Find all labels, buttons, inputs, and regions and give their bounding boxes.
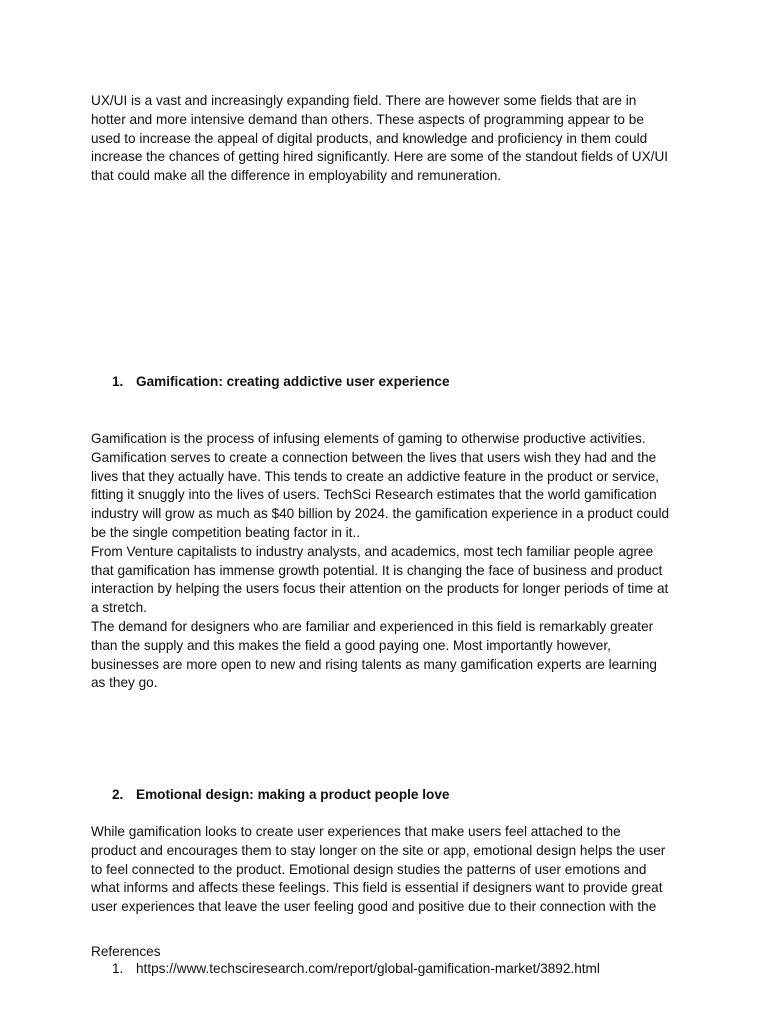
- section-2-body: [91, 823, 691, 917]
- section-2-number: 2.: [112, 787, 124, 802]
- section-2-line: While gamification looks to create user experiences that make users feel attached to the: [91, 824, 621, 839]
- section-2-title: Emotional design: making a product people love: [136, 787, 450, 802]
- intro-line: increase the chances of getting hired significantly. Here are some of the standout fields of UX/UI: [91, 149, 669, 165]
- intro-line: used to increase the appeal of digital products, and knowledge and proficiency in them could: [91, 130, 648, 146]
- section-1-line: businesses are more open to new and rising talents as many gamification experts are learning: [91, 656, 657, 672]
- section-1-line: as they go.: [91, 675, 158, 691]
- section-1-line: that gamification has immense growth potential. It is changing the face of business and product: [91, 562, 663, 578]
- reference-item: [112, 960, 600, 978]
- intro-line: that could make all the difference in employability and remuneration.: [91, 168, 502, 184]
- references-heading: References: [91, 944, 161, 959]
- section-1-line: lives that they actually have. This tends to create an addictive feature in the product or service,: [91, 468, 659, 484]
- section-1-line: The demand for designers who are familiar and experienced in this field is remarkably greater: [91, 618, 654, 634]
- section-2-line: to feel connected to the product. Emotional design studies the patterns of user emotions and: [91, 861, 647, 877]
- section-1-line: interaction by helping the users focus their attention on the products for longer periods of time at: [91, 581, 669, 597]
- section-1-body: [91, 430, 691, 693]
- section-1-line: From Venture capitalists to industry analysts, and academics, most tech familiar people agree: [91, 543, 654, 559]
- section-1-line: be the single competition beating factor in it..: [91, 524, 361, 540]
- section-2-line: what informs and affects these feelings. This field is essential if designers want to provide great: [91, 880, 663, 896]
- section-1-heading: [112, 373, 450, 391]
- reference-url: https://www.techsciresearch.com/report/global-gamification-market/3892.html: [136, 961, 600, 976]
- section-2-line: product and encourages them to stay longer on the site or app, emotional design helps the user: [91, 842, 666, 858]
- section-1-number: 1.: [112, 374, 124, 389]
- intro-paragraph: [91, 92, 691, 186]
- intro-line: hotter and more intensive demand than others. These aspects of programming appear to be: [91, 111, 644, 127]
- section-2-heading: [112, 786, 449, 804]
- section-1-line: than the supply and this makes the field a good paying one. Most importantly however,: [91, 637, 611, 653]
- section-1-line: industry will grow as much as $40 billion by 2024. the gamification experience in a product could: [91, 506, 670, 522]
- section-1-line: Gamification serves to create a connection between the lives that users wish they had and the: [91, 449, 657, 465]
- section-2-line: user experiences that leave the user feeling good and positive due to their connection with the: [91, 899, 657, 915]
- section-1-line: Gamification is the process of infusing elements of gaming to otherwise productive activities.: [91, 431, 646, 446]
- intro-line: UX/UI is a vast and increasingly expanding field. There are however some fields that are in: [91, 93, 637, 108]
- section-1-line: fitting it snuggly into the lives of users. TechSci Research estimates that the world gamification: [91, 487, 657, 503]
- section-1-line: a stretch.: [91, 600, 147, 616]
- section-1-title: Gamification: creating addictive user experience: [136, 374, 450, 389]
- reference-number: 1.: [112, 961, 124, 976]
